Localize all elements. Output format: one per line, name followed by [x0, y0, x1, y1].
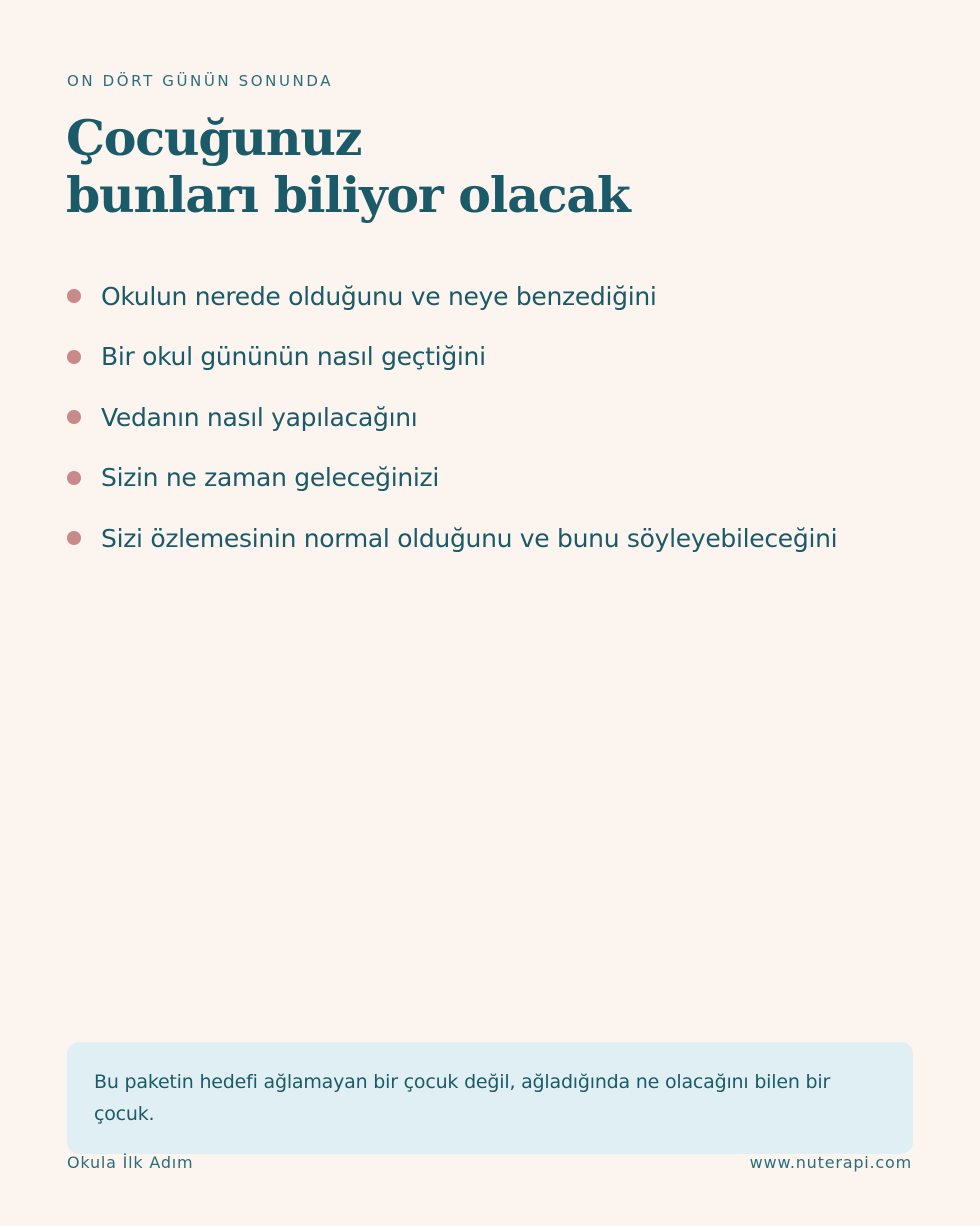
bullet-dot-icon: [67, 471, 81, 485]
bullet-dot-icon: [67, 410, 81, 424]
bullet-list: [67, 266, 837, 569]
list-item-text: Bir okul gününün nasıl geçtiğini: [101, 342, 486, 372]
footer-website-link[interactable]: www.nuterapi.com: [749, 1153, 912, 1172]
bullet-dot-icon: [67, 289, 81, 303]
list-item-text: Vedanın nasıl yapılacağını: [101, 402, 418, 432]
title-line-1: Çocuğunuz: [66, 109, 362, 167]
list-item-text: Sizi özlemesinin normal olduğunu ve bunu söyleyebileceğini: [101, 523, 838, 553]
callout-box: [67, 1042, 913, 1154]
list-item: [67, 327, 837, 388]
list-item: [67, 448, 837, 509]
list-item: [67, 508, 837, 569]
list-item: [67, 387, 837, 448]
list-item-text: Sizin ne zaman geleceğinizi: [101, 463, 440, 493]
bullet-dot-icon: [67, 531, 81, 545]
eyebrow-label: ON DÖRT GÜNÜN SONUNDA: [67, 72, 334, 90]
footer-brand: Okula İlk Adım: [67, 1153, 194, 1172]
callout-text: Bu paketin hedefi ağlamayan bir çocuk değil, ağladığında ne olacağını bilen bir çocuk.: [94, 1071, 831, 1125]
list-item: [67, 266, 837, 327]
bullet-dot-icon: [67, 350, 81, 364]
page-title: [66, 110, 630, 224]
title-line-2: bunları biliyor olacak: [66, 166, 630, 224]
list-item-text: Okulun nerede olduğunu ve neye benzediğini: [101, 281, 657, 311]
